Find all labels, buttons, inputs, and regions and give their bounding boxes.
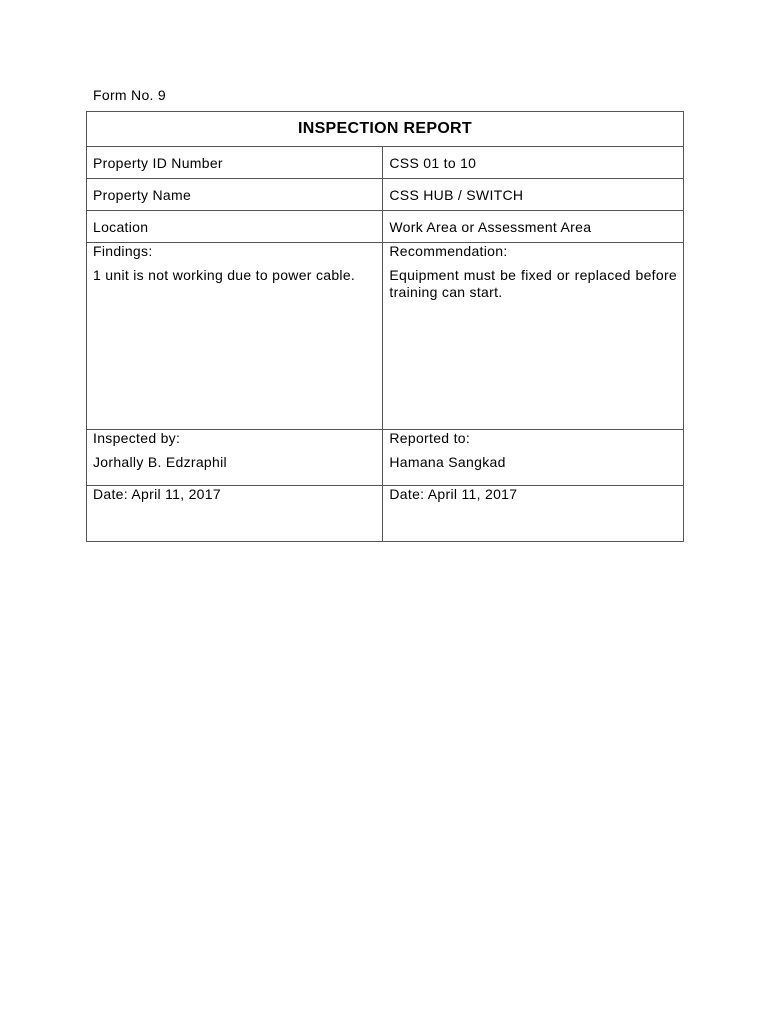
- reported-to-cell: [383, 430, 684, 486]
- title-row: [87, 112, 684, 147]
- location-label: Location: [87, 211, 383, 243]
- findings-text: 1 unit is not working due to power cable.: [93, 267, 356, 283]
- property-name-row: [87, 179, 684, 211]
- inspection-report-table: [86, 111, 684, 542]
- signatories-row: [87, 430, 684, 486]
- property-id-value: CSS 01 to 10: [383, 147, 684, 179]
- inspected-by-name: Jorhally B. Edzraphil: [93, 454, 227, 470]
- property-id-row: [87, 147, 684, 179]
- location-row: [87, 211, 684, 243]
- inspected-by-cell: [87, 430, 383, 486]
- reported-to-label: Reported to:: [389, 430, 471, 446]
- recommendation-label: Recommendation:: [389, 243, 508, 259]
- property-name-value: CSS HUB / SWITCH: [383, 179, 684, 211]
- form-number: Form No. 9: [93, 87, 167, 103]
- date-left: Date: April 11, 2017: [87, 486, 383, 542]
- report-title: INSPECTION REPORT: [87, 112, 684, 147]
- location-value: Work Area or Assessment Area: [383, 211, 684, 243]
- findings-label: Findings:: [93, 243, 153, 259]
- recommendation-text: Equipment must be fixed or replaced before training can start.: [389, 267, 677, 300]
- property-id-label: Property ID Number: [87, 147, 383, 179]
- date-right: Date: April 11, 2017: [383, 486, 684, 542]
- property-name-label: Property Name: [87, 179, 383, 211]
- recommendation-cell: [383, 243, 684, 430]
- findings-row: [87, 243, 684, 430]
- inspected-by-label: Inspected by:: [93, 430, 181, 446]
- date-row: [87, 486, 684, 542]
- findings-cell: [87, 243, 383, 430]
- reported-to-name: Hamana Sangkad: [389, 454, 506, 470]
